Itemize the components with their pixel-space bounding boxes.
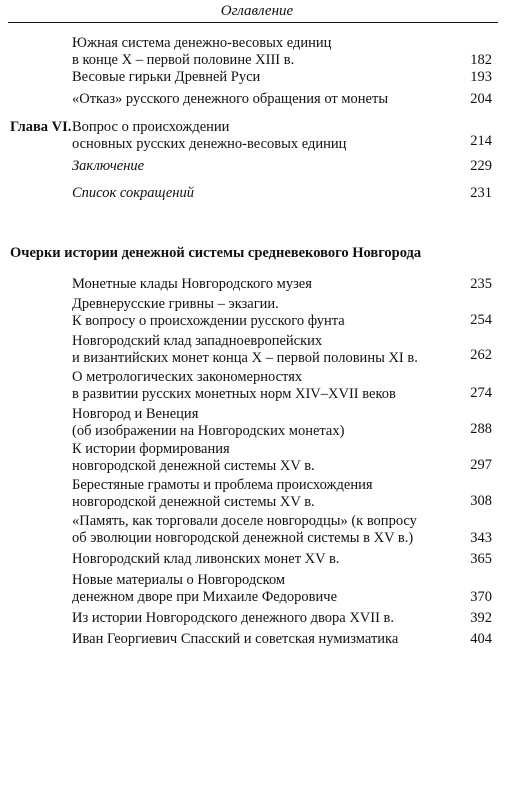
- toc-entry-title: новгородской денежной системы XV в.: [72, 458, 315, 474]
- toc-page-number: 274: [470, 385, 492, 401]
- toc-entry-title: и византийских монет конца X – первой половины XI в.: [72, 350, 418, 366]
- running-header: Оглавление: [220, 3, 294, 19]
- section-heading: Очерки истории денежной системы средневекового Новгорода: [10, 245, 422, 261]
- toc-entry-title: денежном дворе при Михаиле Федоровиче: [72, 589, 338, 605]
- toc-page-number: 262: [470, 347, 492, 363]
- toc-page-number: 182: [470, 52, 492, 68]
- toc-entry-title: в конце X – первой половине XIII в.: [72, 52, 295, 68]
- toc-entry-title: О метрологических закономерностях: [72, 369, 303, 385]
- toc-entry-title: К вопросу о происхождении русского фунта: [72, 313, 345, 329]
- toc-entry-title: Монетные клады Новгородского музея: [72, 276, 312, 292]
- toc-page-number: 231: [470, 185, 492, 201]
- toc-entry-title: новгородской денежной системы XV в.: [72, 494, 315, 510]
- toc-entry-title: Новгородский клад ливонских монет XV в.: [72, 551, 340, 567]
- toc-entry-title: (об изображении на Новгородских монетах): [72, 423, 345, 439]
- toc-page-number: 392: [470, 610, 492, 626]
- toc-entry-title: Весовые гирьки Древней Руси: [72, 69, 261, 85]
- toc-entry-title: К истории формирования: [72, 441, 230, 457]
- toc-page-number: 235: [470, 276, 492, 292]
- toc-page-number: 343: [470, 530, 492, 546]
- toc-page-number: 404: [470, 631, 492, 647]
- toc-entry-title: Древнерусские гривны – экзагии.: [72, 296, 279, 312]
- toc-entry-title: Заключение: [72, 158, 145, 174]
- chapter-label: Глава VI.: [10, 119, 72, 135]
- toc-entry-title: в развитии русских монетных норм XIV–XVII веков: [72, 386, 396, 402]
- toc-entry-title: Южная система денежно-весовых единиц: [72, 35, 332, 51]
- toc-entry-title: Новгород и Венеция: [72, 406, 199, 422]
- toc-page-number: 297: [470, 457, 492, 473]
- toc-entry-title: Новгородский клад западноевропейских: [72, 333, 323, 349]
- toc-entry-title: об эволюции новгородской денежной системы в XV в.): [72, 530, 414, 546]
- toc-page-number: 254: [470, 312, 492, 328]
- toc-entry-title: «Отказ» русского денежного обращения от монеты: [72, 91, 389, 107]
- toc-page-number: 288: [470, 421, 492, 437]
- toc-entry-title: Из истории Новгородского денежного двора XVII в.: [72, 610, 395, 626]
- toc-page-number: 370: [470, 589, 492, 605]
- toc-entry-title: Новые материалы о Новгородском: [72, 572, 286, 588]
- toc-entry-title: «Память, как торговали доселе новгородцы» (к вопросу: [72, 513, 417, 529]
- toc-page-number: 365: [470, 551, 492, 567]
- toc-entry-title: Вопрос о происхождении: [72, 119, 230, 135]
- toc-page-number: 229: [470, 158, 492, 174]
- toc-page-number: 214: [470, 133, 492, 149]
- toc-page-number: 193: [470, 69, 492, 85]
- toc-entry-title: основных русских денежно-весовых единиц: [72, 136, 347, 152]
- toc-entry-title: Иван Георгиевич Спасский и советская нумизматика: [72, 631, 399, 647]
- toc-page-number: 204: [470, 91, 492, 107]
- toc-entry-title: Берестяные грамоты и проблема происхождения: [72, 477, 373, 493]
- toc-entry-title: Список сокращений: [72, 185, 194, 201]
- toc-page-number: 308: [470, 493, 492, 509]
- header-divider: [8, 22, 498, 23]
